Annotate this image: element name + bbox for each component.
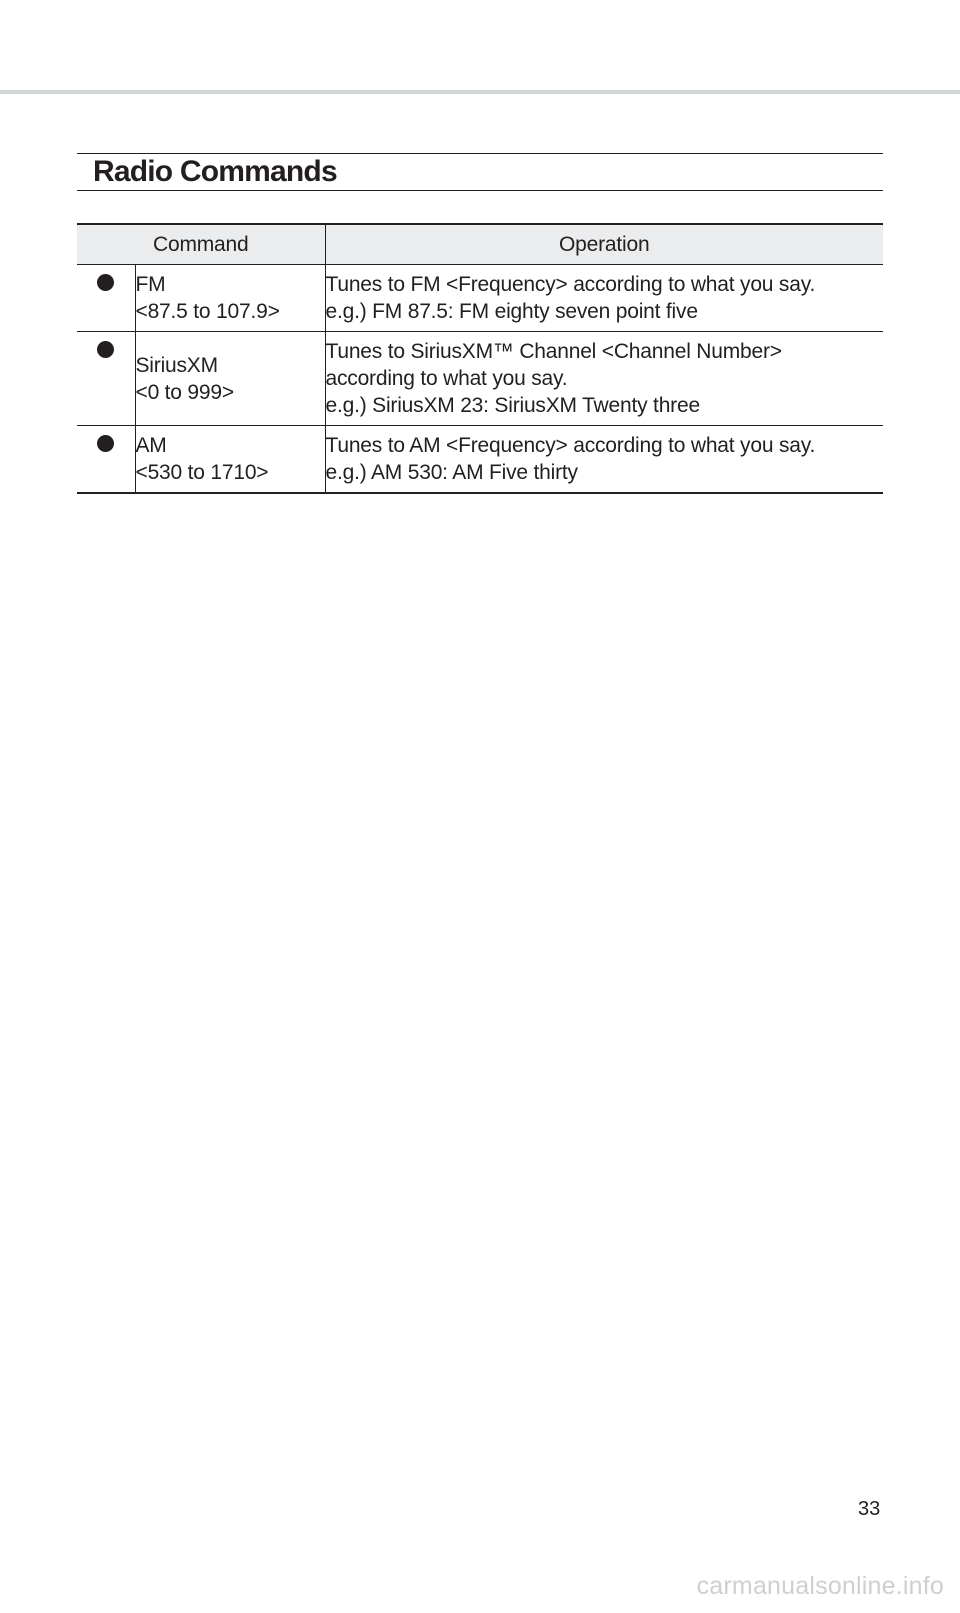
operation-text: Tunes to SiriusXM™ Channel <Channel Number> [325, 340, 782, 363]
operation-example: e.g.) AM 530: AM Five thirty [325, 461, 578, 484]
row-icon-cell [77, 426, 135, 494]
operation-example: e.g.) SiriusXM 23: SiriusXM Twenty three [325, 394, 700, 417]
row-icon-cell [77, 332, 135, 426]
page-number: 33 [858, 1498, 881, 1520]
voice-command-bullet-icon [97, 435, 114, 452]
radio-commands-table [77, 223, 883, 494]
command-cell [135, 265, 325, 332]
voice-command-bullet-icon [97, 274, 114, 291]
command-range: <0 to 999> [135, 380, 234, 404]
site-watermark: carmanualsonline.info [696, 1572, 944, 1600]
table-header-row [77, 224, 883, 265]
table-row [77, 332, 883, 426]
operation-cell [325, 426, 883, 494]
operation-cell [325, 332, 883, 426]
table-row [77, 426, 883, 494]
table-row [77, 265, 883, 332]
command-cell [135, 332, 325, 426]
section-title-bar [77, 153, 883, 191]
command-cell [135, 426, 325, 494]
voice-command-bullet-icon [97, 341, 114, 358]
command-name: FM [135, 273, 166, 296]
section-title: Radio Commands [93, 155, 337, 188]
header-rule [0, 90, 960, 94]
column-header-command: Command [77, 224, 325, 265]
command-name: AM [135, 434, 167, 457]
operation-text: Tunes to FM <Frequency> according to what you say. [325, 273, 816, 296]
command-range: <530 to 1710> [135, 461, 269, 484]
command-name: SiriusXM [135, 353, 218, 377]
column-header-operation: Operation [325, 224, 883, 265]
operation-text: Tunes to AM <Frequency> according to what you say. [325, 434, 816, 457]
operation-cell [325, 265, 883, 332]
command-range: <87.5 to 107.9> [135, 300, 280, 323]
row-icon-cell [77, 265, 135, 332]
operation-text-continued: according to what you say. [325, 367, 568, 390]
operation-example: e.g.) FM 87.5: FM eighty seven point five [325, 300, 698, 323]
